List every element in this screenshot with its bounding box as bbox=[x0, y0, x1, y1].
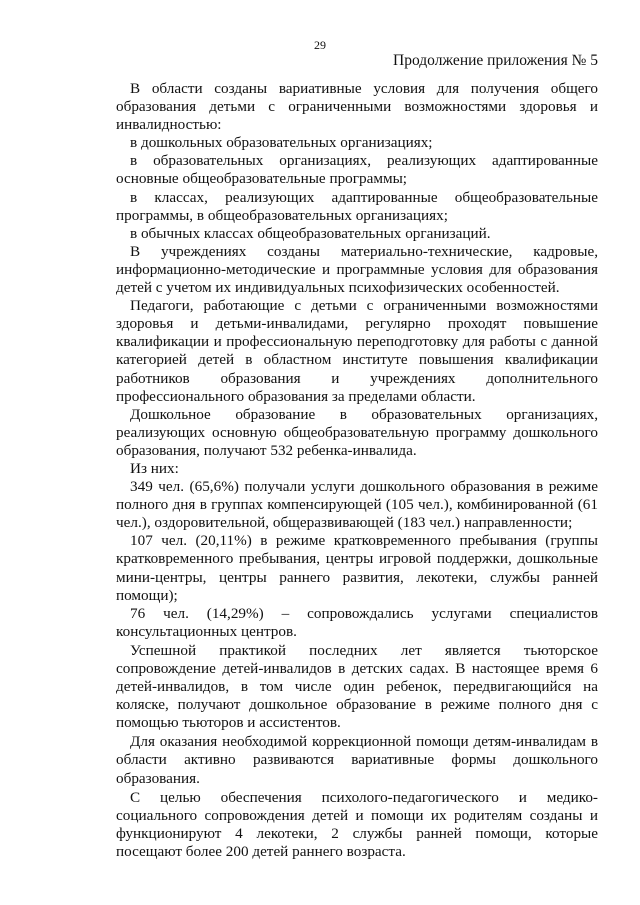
paragraph: С целью обеспечения психолого-педагогического и медико-социального сопровождения детей и помощи их родителям созданы и функционируют 4 лекотеки, 2 службы ранней помощи, которые посещают более 200 детей раннего возраста. bbox=[116, 788, 598, 860]
paragraph: Дошкольное образование в образовательных организациях, реализующих основную общеобразовательную программу дошкольного образования, получают 532 ребенка-инвалида. bbox=[116, 405, 598, 459]
paragraph: 76 чел. (14,29%) – сопровождались услугами специалистов консультационных центров. bbox=[116, 604, 598, 640]
paragraph: в образовательных организациях, реализующих адаптированные основные общеобразовательные программы; bbox=[116, 152, 598, 188]
paragraph: в обычных классах общеобразовательных организаций. bbox=[130, 224, 491, 242]
paragraph: 349 чел. (65,6%) получали услуги дошкольного образования в режиме полного дня в группах компенсирующей (105 чел.), комбинированной (61 чел.), оздоровительной, общеразвивающей (183 чел.) направленности; bbox=[116, 478, 598, 532]
paragraph: Педагоги, работающие с детьми с ограниченными возможностями здоровья и детьми-инвалидами, регулярно проходят повышение квалификации и профессиональную переподготовку для работы с данной категорией детей в областном институте повышения квалификации работников образования и учреждениях дополнительного профессионального образования за пределами области. bbox=[116, 297, 598, 405]
appendix-header: Продолжение приложения № 5 bbox=[393, 52, 598, 69]
page-number: 29 bbox=[314, 38, 326, 52]
document-body bbox=[116, 80, 598, 861]
paragraph: Для оказания необходимой коррекционной помощи детям-инвалидам в области активно развиваются вариативные формы дошкольного образования. bbox=[116, 733, 598, 787]
paragraph: В учреждениях созданы материально-технические, кадровые, информационно-методические и программные условия для образования детей с учетом их индивидуальных психофизических особенностей. bbox=[116, 242, 598, 297]
paragraph: 107 чел. (20,11%) в режиме кратковременного пребывания (группы кратковременного пребывания, центры игровой поддержки, дошкольные мини-центры, центры раннего развития, лекотеки, службы ранней помощи); bbox=[116, 532, 598, 604]
paragraph: В области созданы вариативные условия для получения общего образования детьми с ограниченными возможностями здоровья и инвалидностью: bbox=[116, 80, 598, 134]
paragraph: в дошкольных образовательных организациях; bbox=[130, 134, 433, 152]
paragraph: в классах, реализующих адаптированные общеобразовательные программы, в общеобразовательных организациях; bbox=[116, 188, 598, 224]
paragraph: Из них: bbox=[130, 459, 179, 477]
paragraph: Успешной практикой последних лет является тьюторское сопровождение детей-инвалидов в детских садах. В настоящее время 6 детей-инвалидов, в том числе один ребенок, передвигающийся на коляске, получают дошкольное образование в режиме полного дня с помощью тьюторов и ассистентов. bbox=[116, 641, 598, 732]
